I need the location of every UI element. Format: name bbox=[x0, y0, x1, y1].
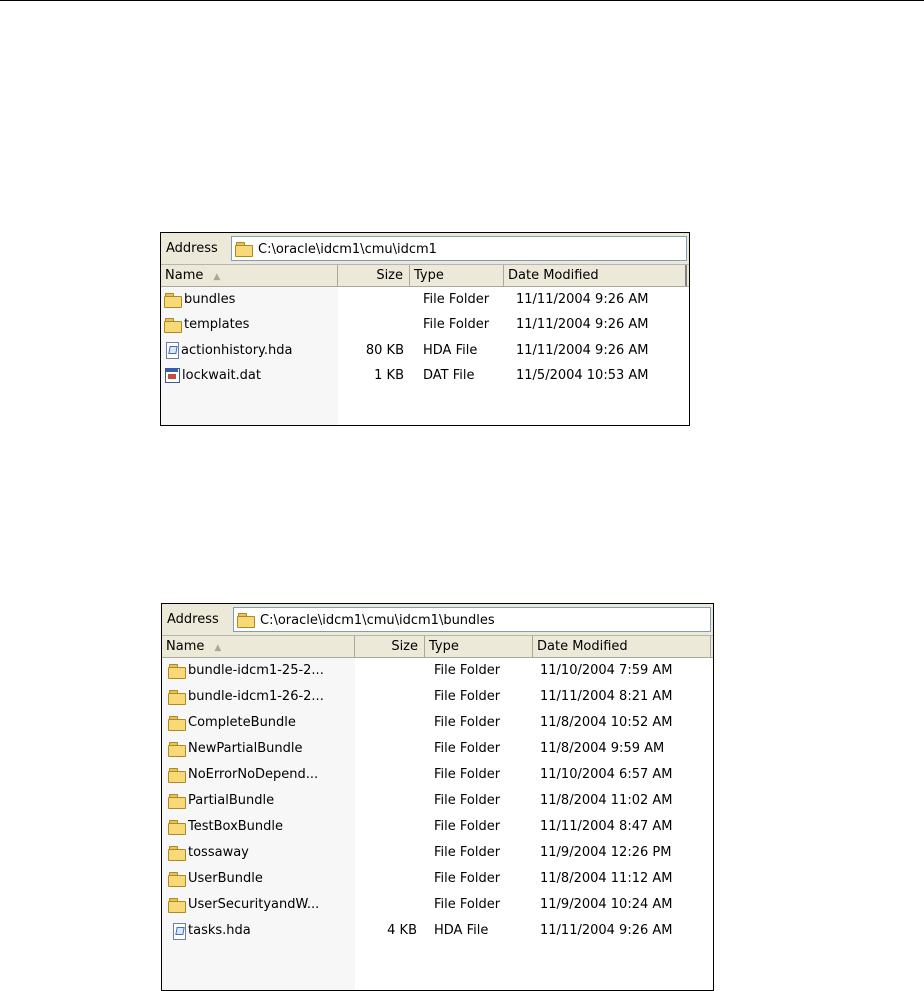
file-row-partialbundle[interactable] bbox=[162, 788, 713, 814]
column-header-size[interactable] bbox=[338, 265, 410, 286]
file-name: CompleteBundle bbox=[188, 715, 296, 730]
file-name: bundle-idcm1-26-2... bbox=[188, 689, 324, 704]
file-row-newpartialbundle[interactable] bbox=[162, 736, 713, 762]
file-name: actionhistory.hda bbox=[181, 342, 293, 358]
file-date: 11/10/2004 7:59 AM bbox=[540, 663, 673, 678]
sort-ascending-icon: ▲ bbox=[214, 643, 222, 653]
address-label: Address bbox=[166, 241, 218, 256]
file-type: File Folder bbox=[423, 292, 490, 307]
file-name: tasks.hda bbox=[188, 923, 251, 938]
file-date: 11/8/2004 11:02 AM bbox=[540, 793, 673, 808]
file-row-templates[interactable] bbox=[161, 312, 689, 337]
file-size: 1 KB bbox=[374, 368, 404, 384]
column-header-type-label: Type bbox=[429, 639, 459, 654]
file-date: 11/11/2004 8:47 AM bbox=[540, 819, 673, 834]
column-header-row bbox=[162, 636, 713, 658]
file-row-tasks-hda[interactable] bbox=[162, 918, 713, 944]
file-name: NoErrorNoDepend... bbox=[188, 767, 319, 782]
file-type: File Folder bbox=[434, 819, 501, 834]
file-name: lockwait.dat bbox=[182, 368, 261, 384]
file-date: 11/8/2004 11:12 AM bbox=[540, 871, 673, 886]
file-date: 11/11/2004 9:26 AM bbox=[516, 317, 649, 333]
file-name: tossaway bbox=[188, 845, 249, 860]
file-row-completebundle[interactable] bbox=[162, 710, 713, 736]
file-size: 80 KB bbox=[365, 342, 404, 358]
file-type: File Folder bbox=[434, 767, 501, 782]
column-header-name-label: Name bbox=[165, 268, 204, 283]
column-header-size-label: Size bbox=[391, 639, 418, 654]
file-date: 11/11/2004 9:26 AM bbox=[516, 292, 649, 307]
file-date: 11/8/2004 10:52 AM bbox=[540, 715, 673, 730]
folder-icon bbox=[235, 242, 253, 256]
column-header-name[interactable] bbox=[162, 636, 355, 657]
address-field[interactable] bbox=[231, 236, 687, 261]
sort-ascending-icon: ▲ bbox=[213, 272, 221, 282]
file-type: File Folder bbox=[434, 793, 501, 808]
file-name: UserSecurityandW... bbox=[188, 897, 320, 912]
file-row-usersecurityandw[interactable] bbox=[162, 892, 713, 918]
address-bar bbox=[161, 233, 689, 265]
file-date: 11/9/2004 10:24 AM bbox=[540, 897, 673, 912]
column-header-row bbox=[161, 265, 689, 287]
file-name: UserBundle bbox=[188, 871, 263, 886]
document-icon bbox=[172, 923, 186, 939]
file-row-userbundle[interactable] bbox=[162, 866, 713, 892]
file-type: HDA File bbox=[423, 342, 478, 358]
folder-icon bbox=[164, 318, 182, 332]
file-name: TestBoxBundle bbox=[188, 819, 284, 834]
column-header-type[interactable] bbox=[410, 265, 504, 286]
column-header-size[interactable] bbox=[355, 636, 425, 657]
document-icon bbox=[165, 342, 179, 358]
folder-icon bbox=[237, 613, 255, 627]
column-header-date-modified[interactable] bbox=[504, 265, 687, 286]
file-row-actionhistory[interactable] bbox=[161, 338, 689, 363]
folder-icon bbox=[168, 872, 186, 886]
file-name: bundles bbox=[184, 292, 236, 307]
file-row-testboxbundle[interactable] bbox=[162, 814, 713, 840]
address-label: Address bbox=[167, 612, 219, 627]
folder-icon bbox=[168, 820, 186, 834]
folder-icon bbox=[168, 768, 186, 782]
column-header-name[interactable] bbox=[161, 265, 338, 286]
file-name: templates bbox=[184, 317, 250, 333]
file-row-bundles[interactable] bbox=[161, 287, 689, 312]
file-row-noerrornodepend[interactable] bbox=[162, 762, 713, 788]
address-field[interactable] bbox=[233, 607, 711, 632]
folder-icon bbox=[168, 742, 186, 756]
file-type: File Folder bbox=[434, 741, 501, 756]
file-date: 11/5/2004 10:53 AM bbox=[516, 368, 649, 384]
column-header-name-label: Name bbox=[166, 639, 205, 654]
folder-icon bbox=[168, 716, 186, 730]
address-bar bbox=[162, 604, 713, 636]
column-header-date-label: Date Modified bbox=[537, 639, 628, 654]
column-header-type[interactable] bbox=[425, 636, 533, 657]
file-row-lockwait[interactable] bbox=[161, 363, 689, 388]
file-type: File Folder bbox=[434, 845, 501, 860]
file-date: 11/11/2004 9:26 AM bbox=[540, 923, 673, 938]
explorer-window-bundles bbox=[161, 603, 714, 991]
file-name: NewPartialBundle bbox=[188, 741, 303, 756]
file-date: 11/11/2004 9:26 AM bbox=[516, 342, 649, 358]
file-type: File Folder bbox=[423, 317, 490, 333]
column-header-date-modified[interactable] bbox=[533, 636, 711, 657]
explorer-window-idcm1 bbox=[160, 232, 690, 426]
file-date: 11/10/2004 6:57 AM bbox=[540, 767, 673, 782]
file-size: 4 KB bbox=[387, 923, 417, 938]
address-path: C:\oracle\idcm1\cmu\idcm1\bundles bbox=[260, 613, 495, 628]
folder-icon bbox=[168, 664, 186, 678]
column-header-size-label: Size bbox=[376, 268, 403, 283]
file-type: File Folder bbox=[434, 871, 501, 886]
folder-icon bbox=[164, 293, 182, 307]
file-row-bundle-idcm1-26[interactable] bbox=[162, 684, 713, 710]
address-path: C:\oracle\idcm1\cmu\idcm1 bbox=[258, 242, 437, 257]
folder-icon bbox=[168, 846, 186, 860]
file-type: File Folder bbox=[434, 715, 501, 730]
column-header-date-label: Date Modified bbox=[508, 268, 599, 283]
file-type: File Folder bbox=[434, 663, 501, 678]
file-type: File Folder bbox=[434, 897, 501, 912]
file-date: 11/9/2004 12:26 PM bbox=[540, 845, 672, 860]
file-type: File Folder bbox=[434, 689, 501, 704]
file-list bbox=[162, 658, 713, 990]
file-row-bundle-idcm1-25[interactable] bbox=[162, 658, 713, 684]
dat-file-icon bbox=[165, 368, 180, 383]
file-date: 11/11/2004 8:21 AM bbox=[540, 689, 673, 704]
page-top-rule bbox=[0, 0, 924, 1]
file-type: HDA File bbox=[434, 923, 489, 938]
file-type: DAT File bbox=[423, 368, 475, 384]
column-header-type-label: Type bbox=[414, 268, 444, 283]
folder-icon bbox=[168, 690, 186, 704]
file-date: 11/8/2004 9:59 AM bbox=[540, 741, 665, 756]
file-name: bundle-idcm1-25-2... bbox=[188, 663, 324, 678]
folder-icon bbox=[168, 794, 186, 808]
file-list bbox=[161, 287, 689, 425]
file-row-tossaway[interactable] bbox=[162, 840, 713, 866]
folder-icon bbox=[168, 898, 186, 912]
file-name: PartialBundle bbox=[188, 793, 275, 808]
